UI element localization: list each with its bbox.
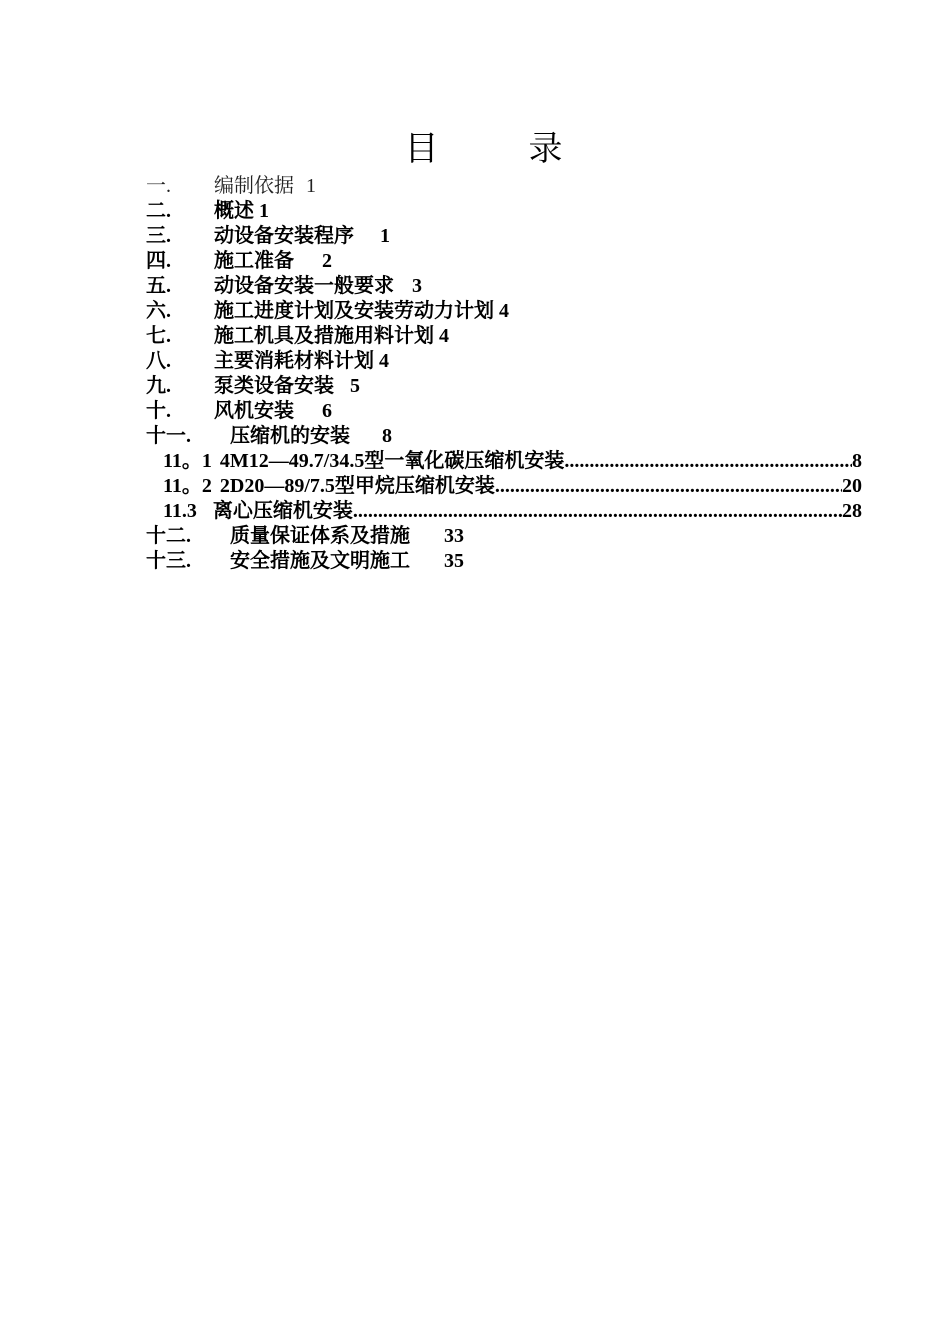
toc-entry[interactable] bbox=[146, 274, 862, 299]
toc-subentry-title: 离心压缩机安装 bbox=[212, 500, 353, 522]
toc-subentry-title: 4M12—49.7/34.5型一氧化碳压缩机安装 bbox=[219, 450, 565, 472]
toc-subentry[interactable] bbox=[146, 499, 862, 524]
toc-entry-title: 编制依据 bbox=[214, 175, 294, 197]
toc-entry-title: 动设备安装程序 bbox=[214, 225, 354, 247]
toc-entry-title: 安全措施及文明施工 bbox=[230, 550, 410, 572]
toc-subentry-number: 11。2 bbox=[163, 475, 212, 497]
toc-entry-page: 2 bbox=[322, 250, 332, 272]
toc-entry-title: 概述 bbox=[214, 200, 254, 222]
toc-entry-title: 风机安装 bbox=[214, 400, 294, 422]
toc-entry-title: 施工准备 bbox=[214, 250, 294, 272]
toc-entry-title: 泵类设备安装 bbox=[214, 375, 334, 397]
toc-entry[interactable] bbox=[146, 224, 862, 249]
toc-entry-number: 十三. bbox=[146, 550, 191, 572]
toc-entry-page: 4 bbox=[499, 300, 509, 322]
toc-entry-page: 33 bbox=[444, 525, 464, 547]
toc-entry[interactable] bbox=[146, 199, 862, 224]
toc-entry[interactable] bbox=[146, 549, 862, 574]
toc-entry[interactable] bbox=[146, 324, 862, 349]
toc-entry-number: 十. bbox=[146, 400, 171, 422]
toc-entry-title: 质量保证体系及措施 bbox=[230, 525, 410, 547]
toc-entry-page: 4 bbox=[379, 350, 389, 372]
toc-subentry-title: 2D20—89/7.5型甲烷压缩机安装 bbox=[219, 475, 495, 497]
toc-entry-title: 主要消耗材料计划 bbox=[214, 350, 374, 372]
toc-entry-number: 十二. bbox=[146, 525, 191, 547]
toc-entry-page: 5 bbox=[350, 375, 360, 397]
toc-subentry[interactable] bbox=[146, 474, 862, 499]
toc-entry[interactable] bbox=[146, 524, 862, 549]
toc-leader-dots bbox=[564, 449, 852, 474]
toc-entry-title: 施工进度计划及安装劳动力计划 bbox=[214, 300, 494, 322]
toc-entry-number: 二. bbox=[146, 200, 171, 222]
toc-subentry-page: 8 bbox=[852, 450, 862, 472]
toc-entry-page: 4 bbox=[439, 325, 449, 347]
toc-subentry-page: 28 bbox=[842, 500, 862, 522]
toc-entry-number: 一. bbox=[146, 175, 171, 197]
toc-entry-page: 1 bbox=[306, 175, 316, 197]
toc-entry[interactable] bbox=[146, 174, 862, 199]
toc-entry[interactable] bbox=[146, 399, 862, 424]
toc-entry[interactable] bbox=[146, 299, 862, 324]
toc-entry-title: 施工机具及措施用料计划 bbox=[214, 325, 434, 347]
toc-entry-page: 1 bbox=[259, 200, 269, 222]
toc-subentry-number: 11。1 bbox=[163, 450, 212, 472]
toc-entry-number: 五. bbox=[146, 275, 171, 297]
toc-entry-page: 3 bbox=[412, 275, 422, 297]
toc-entry-page: 1 bbox=[380, 225, 390, 247]
toc-entry-title: 动设备安装一般要求 bbox=[214, 275, 394, 297]
toc-entry[interactable] bbox=[146, 349, 862, 374]
toc-entry[interactable] bbox=[146, 424, 862, 449]
toc-entry-number: 九. bbox=[146, 375, 171, 397]
toc-entry-number: 七. bbox=[146, 325, 171, 347]
toc-entry-number: 八. bbox=[146, 350, 171, 372]
toc-leader-dots bbox=[495, 474, 842, 499]
toc-entry-page: 35 bbox=[444, 550, 464, 572]
toc-entry-page: 8 bbox=[382, 425, 392, 447]
toc-entry-title: 压缩机的安装 bbox=[230, 425, 350, 447]
table-of-contents bbox=[146, 174, 862, 574]
toc-entry-number: 四. bbox=[146, 250, 171, 272]
toc-entry-number: 六. bbox=[146, 300, 171, 322]
toc-entry-number: 十一. bbox=[146, 425, 191, 447]
toc-leader-dots bbox=[353, 499, 842, 524]
toc-subentry-number: 11.3 bbox=[163, 500, 197, 522]
toc-subentry[interactable] bbox=[146, 449, 862, 474]
toc-title: 目 录 bbox=[404, 131, 591, 168]
toc-entry-page: 6 bbox=[322, 400, 332, 422]
toc-subentry-page: 20 bbox=[842, 475, 862, 497]
toc-entry-number: 三. bbox=[146, 225, 171, 247]
toc-entry[interactable] bbox=[146, 249, 862, 274]
toc-entry[interactable] bbox=[146, 374, 862, 399]
